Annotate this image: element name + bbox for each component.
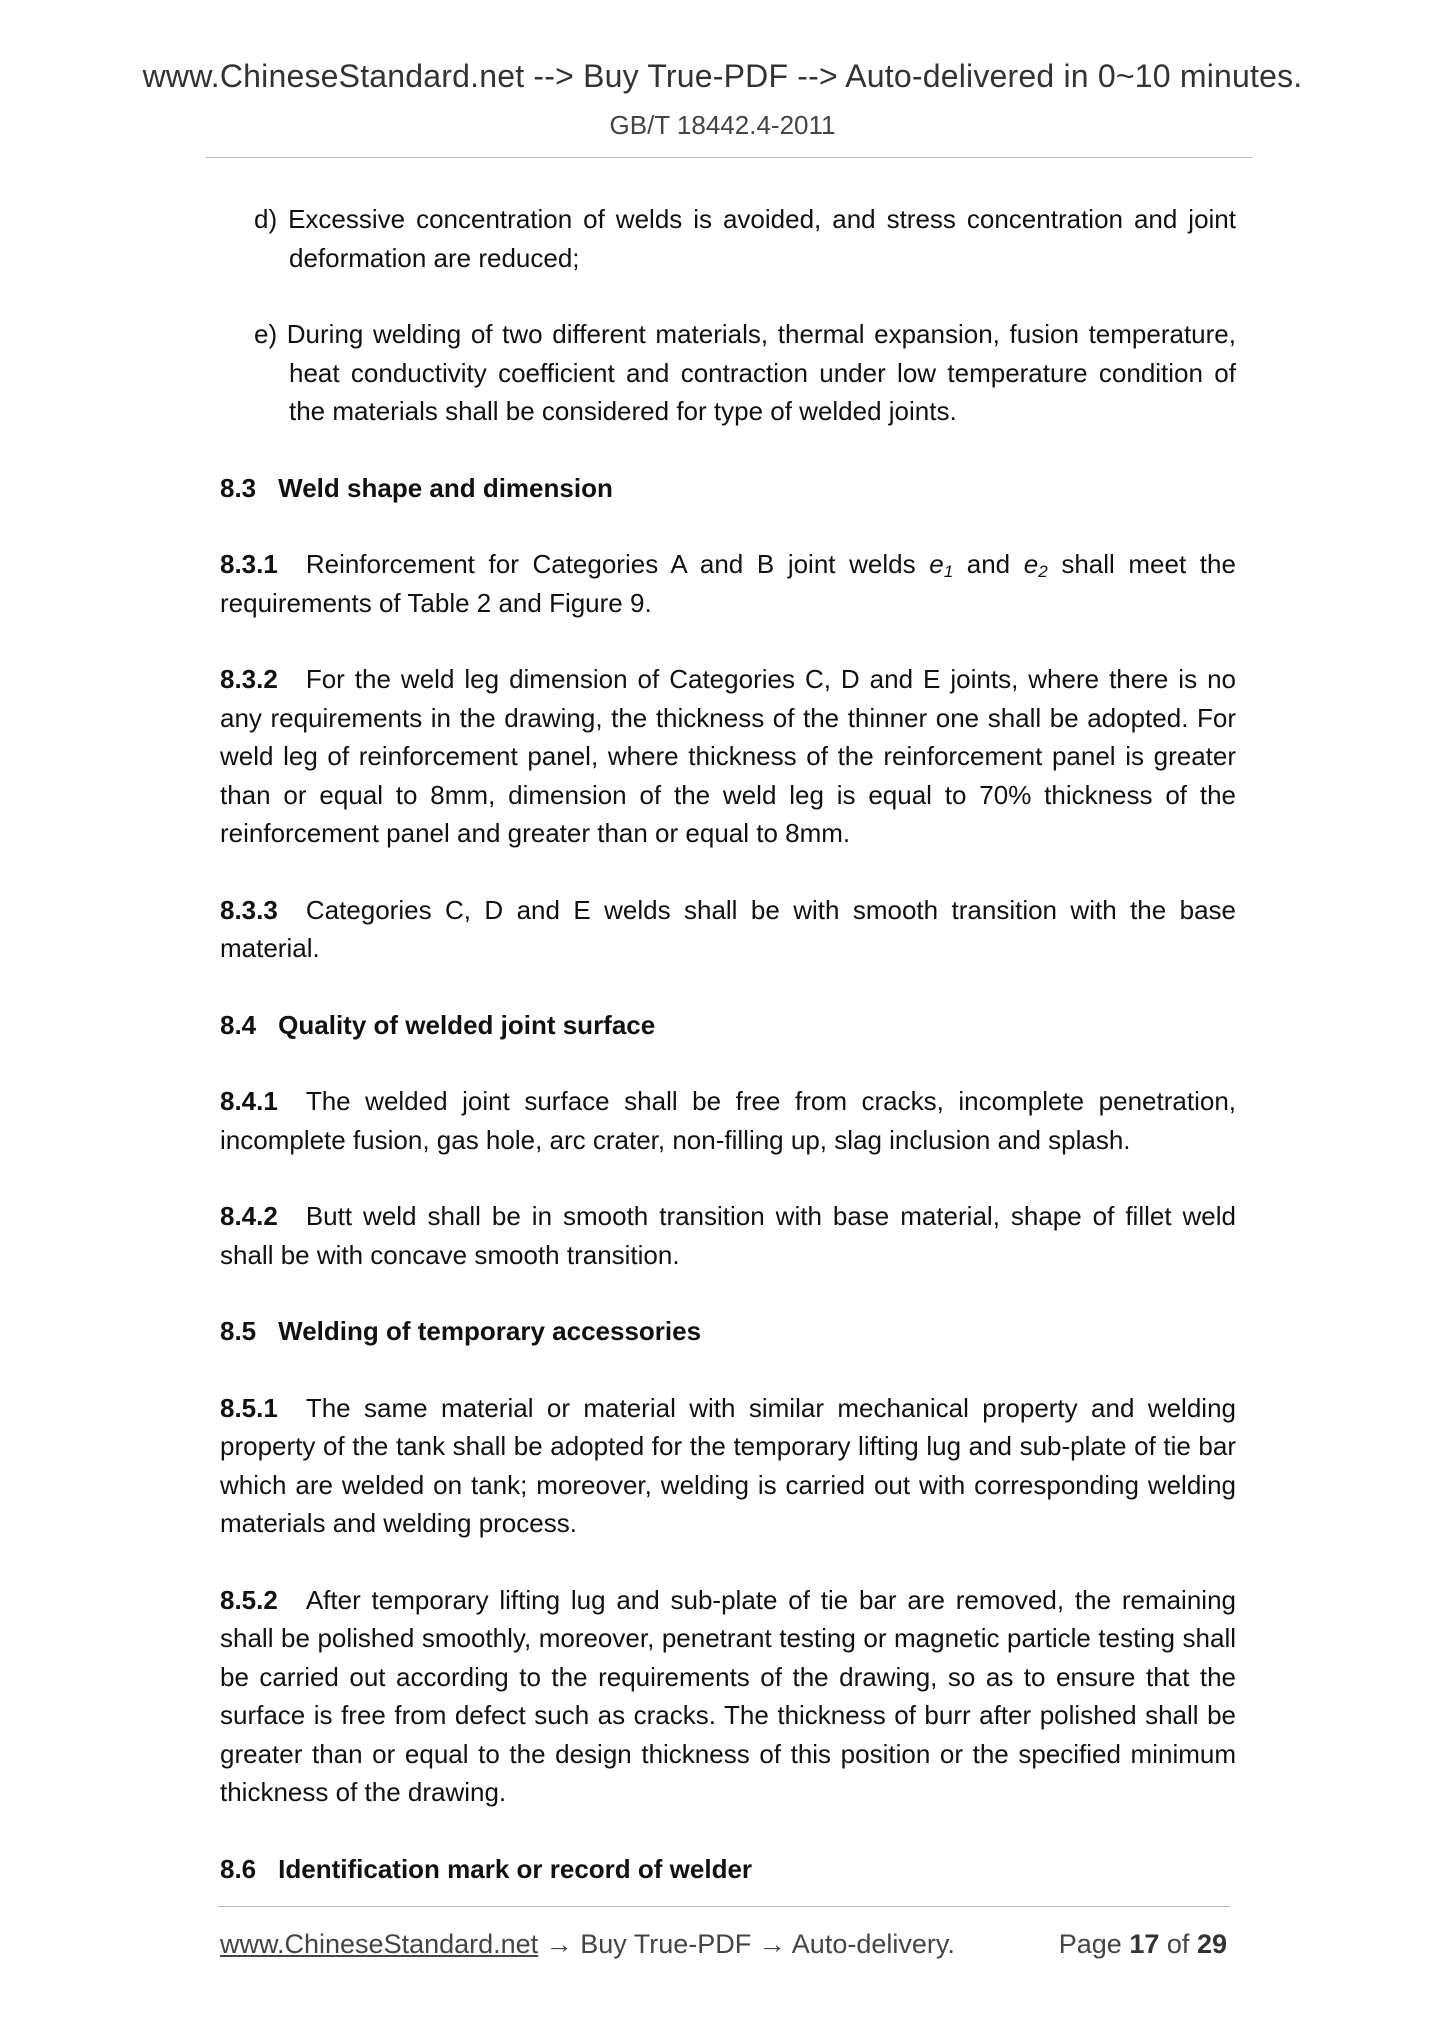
clause-text-b: and bbox=[966, 549, 1011, 579]
clause-8-4-1 bbox=[220, 1082, 1236, 1159]
footer-promo bbox=[220, 1929, 955, 1960]
variable-e1-symbol: e bbox=[929, 549, 944, 579]
clause-number: 8.4.1 bbox=[220, 1086, 278, 1116]
footer-delivery-text: Auto-delivery. bbox=[791, 1929, 955, 1959]
variable-e2 bbox=[1024, 549, 1048, 579]
arrow-right-icon: → bbox=[758, 1929, 786, 1959]
page-indicator bbox=[1059, 1929, 1227, 1960]
page-current: 17 bbox=[1129, 1929, 1160, 1959]
clause-number: 8.4.2 bbox=[220, 1201, 278, 1231]
section-heading-8-5 bbox=[220, 1312, 1236, 1351]
variable-e2-symbol: e bbox=[1023, 549, 1039, 579]
clause-text-c: shall meet the requirements of Table 2 and Figure 9. bbox=[220, 549, 1236, 618]
footer-site-link[interactable]: www.ChineseStandard.net bbox=[220, 1929, 539, 1959]
section-title: Welding of temporary accessories bbox=[278, 1316, 702, 1346]
clause-8-5-1 bbox=[220, 1389, 1236, 1543]
page-label: Page bbox=[1058, 1929, 1122, 1959]
section-title: Quality of welded joint surface bbox=[278, 1009, 656, 1040]
clause-text: Categories C, D and E welds shall be with smooth transition with the base material. bbox=[220, 894, 1236, 963]
clause-text: For the weld leg dimension of Categories C, D and E joints, where there is no any requirements in the drawing, the thickness of the thinner one shall be adopted. For weld leg of reinforcement panel, where thickness of the reinforcement panel is greater than or equal to 8mm, dimension of the weld leg is equal to 70% thickness of the reinforcement panel and greater than or equal to 8mm. bbox=[220, 664, 1236, 848]
clause-number: 8.3.2 bbox=[220, 664, 278, 694]
clause-8-5-2 bbox=[220, 1581, 1236, 1812]
header-banner: www.ChineseStandard.net --> Buy True-PDF --> Auto-delivered in 0~10 minutes. bbox=[142, 58, 1303, 94]
clause-text: The same material or material with similar mechanical property and welding property of the tank shall be adopted for the temporary lifting lug and sub-plate of tie bar which are welded on tank; moreover, welding is carried out with corresponding welding materials and welding process. bbox=[220, 1392, 1236, 1538]
clause-text: Butt weld shall be in smooth transition with base material, shape of fillet weld shall be with concave smooth transition. bbox=[220, 1201, 1236, 1270]
document-body bbox=[220, 200, 1236, 1926]
variable-e1 bbox=[929, 549, 953, 579]
list-item-e bbox=[254, 315, 1236, 431]
list-text-d: Excessive concentration of welds is avoided, and stress concentration and joint deformation are reduced; bbox=[288, 204, 1236, 273]
header-divider bbox=[206, 157, 1252, 158]
section-number: 8.5 bbox=[220, 1316, 257, 1346]
page-of-label: of bbox=[1166, 1929, 1190, 1959]
standard-number: GB/T 18442.4-2011 bbox=[609, 110, 836, 140]
clause-8-4-2 bbox=[220, 1197, 1236, 1274]
variable-e2-subscript: 2 bbox=[1038, 562, 1048, 581]
section-number: 8.3 bbox=[220, 472, 257, 503]
clause-8-3-2 bbox=[220, 660, 1236, 853]
clause-number: 8.3.3 bbox=[220, 894, 278, 925]
clause-text: After temporary lifting lug and sub-plate of tie bar are removed, the remaining shall be polished smoothly, moreover, penetrant testing or magnetic particle testing shall be carried out according to the requirements of the drawing, so as to ensure that the surface is free from defect such as cracks. The thickness of burr after polished shall be greater than or equal to the design thickness of this position or the specified minimum thickness of the drawing. bbox=[220, 1584, 1236, 1807]
variable-e1-subscript: 1 bbox=[943, 562, 954, 581]
clause-number: 8.5.2 bbox=[220, 1584, 278, 1615]
section-heading-8-4 bbox=[220, 1006, 1236, 1045]
clause-number: 8.5.1 bbox=[220, 1392, 278, 1423]
clause-8-3-3 bbox=[220, 891, 1236, 968]
section-number: 8.6 bbox=[220, 1853, 257, 1884]
section-title: Identification mark or record of welder bbox=[278, 1853, 753, 1884]
clause-number: 8.3.1 bbox=[220, 549, 278, 579]
clause-8-3-1 bbox=[220, 545, 1236, 622]
clause-text-a: Reinforcement for Categories A and B joint welds bbox=[305, 549, 916, 579]
footer-divider bbox=[218, 1906, 1230, 1907]
page-total: 29 bbox=[1196, 1929, 1227, 1959]
section-title: Weld shape and dimension bbox=[278, 472, 613, 503]
section-heading-8-6 bbox=[220, 1850, 1236, 1889]
list-marker-e: e) bbox=[254, 319, 278, 349]
clause-text: The welded joint surface shall be free from cracks, incomplete penetration, incomplete fusion, gas hole, arc crater, non-filling up, slag inclusion and splash. bbox=[220, 1086, 1236, 1155]
section-heading-8-3 bbox=[220, 469, 1236, 508]
list-item-d bbox=[254, 200, 1236, 277]
section-number: 8.4 bbox=[220, 1009, 257, 1040]
arrow-right-icon: → bbox=[545, 1929, 573, 1959]
list-text-e: During welding of two different materials, thermal expansion, fusion temperature, heat conductivity coefficient and contraction under low temperature condition of the materials shall be considered for type of welded joints. bbox=[286, 319, 1236, 426]
footer-buy-text: Buy True-PDF bbox=[580, 1929, 752, 1959]
list-marker-d: d) bbox=[254, 204, 278, 234]
